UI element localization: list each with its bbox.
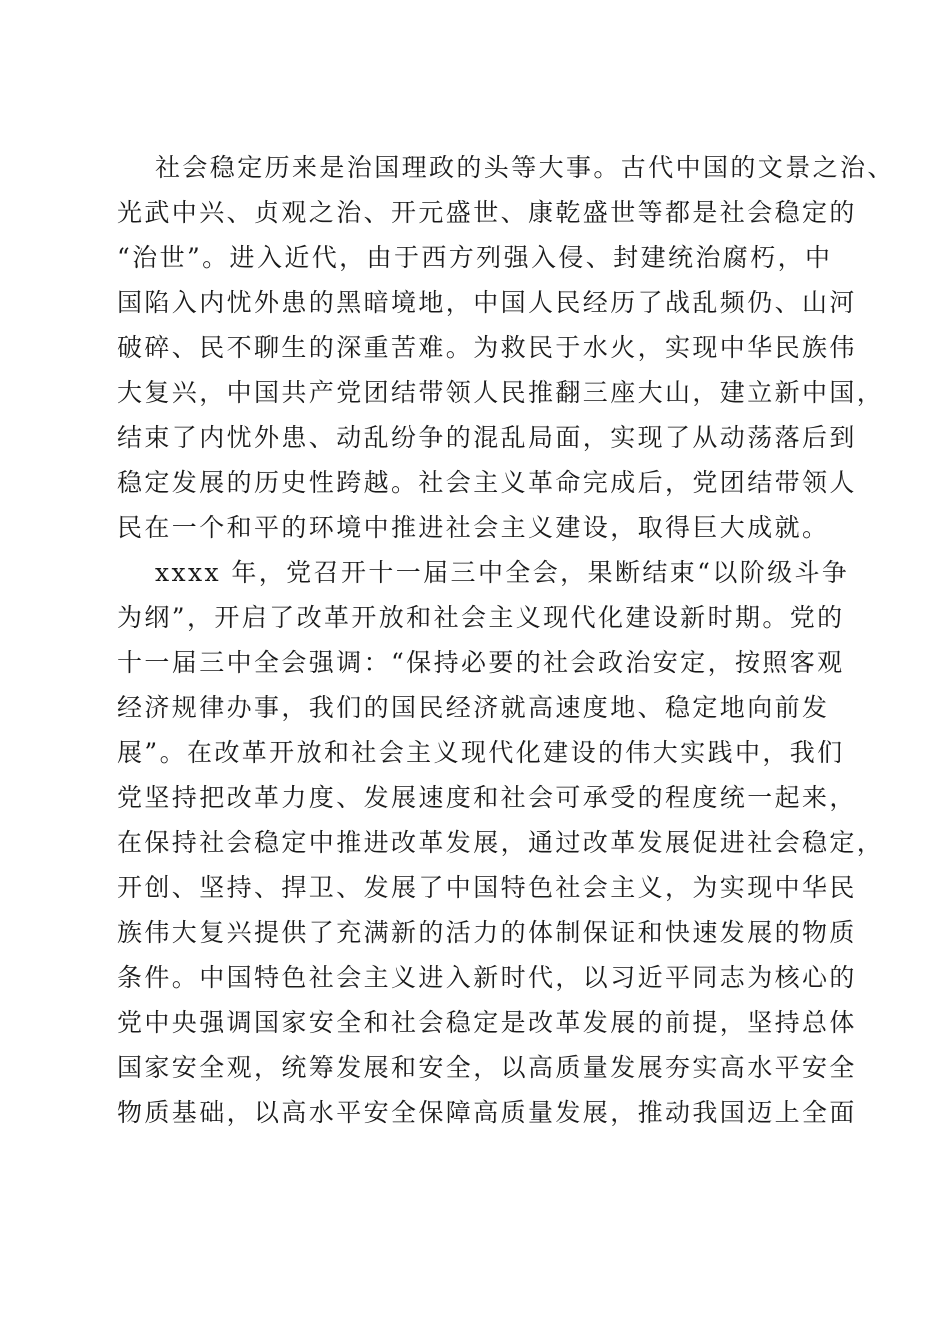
paragraph-line: 社会稳定历来是治国理政的头等大事。古代中国的文景之治、 <box>155 153 895 182</box>
paragraph-line: 结束了内忧外患、动乱纷争的混乱局面，实现了从动荡落后到 <box>117 423 857 452</box>
paragraph-1 <box>117 145 895 550</box>
paragraph-line: 展”。在改革开放和社会主义现代化建设的伟大实践中，我们 <box>117 738 845 767</box>
paragraph-2 <box>117 550 885 1135</box>
paragraph-line: xxxx 年，党召开十一届三中全会，果断结束“以阶级斗争 <box>155 558 850 587</box>
paragraph-line: 族伟大复兴提供了充满新的活力的体制保证和快速发展的物质 <box>117 918 857 947</box>
paragraph-line: 十一届三中全会强调：“保持必要的社会政治安定，按照客观 <box>117 648 845 677</box>
paragraph-line: 光武中兴、贞观之治、开元盛世、康乾盛世等都是社会稳定的 <box>117 198 857 227</box>
body-text <box>117 145 895 1135</box>
paragraph-line: 民在一个和平的环境中推进社会主义建设，取得巨大成就。 <box>117 513 830 542</box>
paragraph-line: 党中央强调国家安全和社会稳定是改革发展的前提，坚持总体 <box>117 1008 857 1037</box>
paragraph-line: 国陷入内忧外患的黑暗境地，中国人民经历了战乱频仍、山河 <box>117 288 857 317</box>
paragraph-line: 稳定发展的历史性跨越。社会主义革命完成后，党团结带领人 <box>117 468 857 497</box>
paragraph-line: 条件。中国特色社会主义进入新时代，以习近平同志为核心的 <box>117 963 857 992</box>
paragraph-line: “治世”。进入近代，由于西方列强入侵、封建统治腐朽，中 <box>117 243 833 272</box>
paragraph-line: 党坚持把改革力度、发展速度和社会可承受的程度统一起来， <box>117 783 857 812</box>
paragraph-line: 物质基础，以高水平安全保障高质量发展，推动我国迈上全面 <box>117 1098 857 1127</box>
paragraph-line: 大复兴，中国共产党团结带领人民推翻三座大山，建立新中国， <box>117 378 885 407</box>
paragraph-line: 国家安全观，统筹发展和安全，以高质量发展夯实高水平安全 <box>117 1053 857 1082</box>
paragraph-line: 经济规律办事，我们的国民经济就高速度地、稳定地向前发 <box>117 693 830 722</box>
paragraph-line: 在保持社会稳定中推进改革发展，通过改革发展促进社会稳定， <box>117 828 885 857</box>
paragraph-line: 破碎、民不聊生的深重苦难。为救民于水火，实现中华民族伟 <box>117 333 857 362</box>
paragraph-line: 为纲”，开启了改革开放和社会主义现代化建设新时期。党的 <box>117 603 845 632</box>
paragraph-line: 开创、坚持、捍卫、发展了中国特色社会主义，为实现中华民 <box>117 873 857 902</box>
